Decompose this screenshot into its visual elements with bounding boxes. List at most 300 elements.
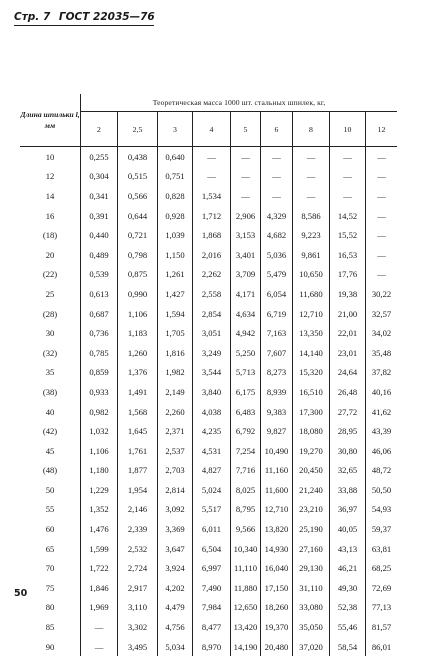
mass-cell: 4,329 [261,206,293,226]
mass-cell: 3,544 [193,363,231,383]
length-cell: 35 [20,363,81,383]
mass-cell: 0,391 [81,206,118,226]
mass-cell: 4,235 [193,421,231,441]
table-row [20,558,397,578]
page-header [14,11,144,29]
mass-cell: 3,249 [193,343,231,363]
length-cell: 16 [20,206,81,226]
mass-cell: 8,795 [231,500,261,520]
mass-cell: 46,06 [366,441,398,461]
length-cell: (22) [20,265,81,285]
mass-cell: 3,302 [118,617,158,637]
mass-cell: 11,110 [231,558,261,578]
mass-cell: 17,76 [330,265,366,285]
mass-cell: — [366,206,398,226]
mass-cell: 0,736 [81,323,118,343]
mass-cell: 6,792 [231,421,261,441]
mass-cell: 11,160 [261,461,293,481]
mass-cell: 2,814 [158,480,193,500]
mass-cell: 0,489 [81,245,118,265]
diameter-header: 2,5 [118,112,158,147]
length-cell: 45 [20,441,81,461]
mass-cell: 5,250 [231,343,261,363]
table-row [20,421,397,441]
mass-cell: 1,261 [158,265,193,285]
mass-cell: 37,020 [293,637,330,656]
mass-cell: 55,46 [330,617,366,637]
mass-cell: — [293,186,330,206]
length-header-line-2: мм [20,120,80,131]
table-row [20,323,397,343]
mass-cell: 2,146 [118,500,158,520]
mass-cell: 10,650 [293,265,330,285]
mass-cell: 14,52 [330,206,366,226]
mass-cell: 1,106 [81,441,118,461]
mass-cell: 0,440 [81,225,118,245]
mass-cell: 4,202 [158,578,193,598]
mass-cell: 26,48 [330,382,366,402]
table-row [20,343,397,363]
mass-cell: 5,479 [261,265,293,285]
mass-cell: 58,54 [330,637,366,656]
table-head [20,94,397,147]
mass-cell: 6,483 [231,402,261,422]
mass-cell: 49,30 [330,578,366,598]
mass-cell: 11,680 [293,284,330,304]
mass-cell: — [81,617,118,637]
mass-cell: — [293,167,330,187]
mass-cell: 1,712 [193,206,231,226]
mass-cell: 1,180 [81,461,118,481]
diameter-header: 4 [193,112,231,147]
table-row [20,637,397,656]
mass-cell: 1,427 [158,284,193,304]
mass-cell: — [366,167,398,187]
mass-cell: 29,130 [293,558,330,578]
mass-cell: 3,840 [193,382,231,402]
table-row [20,598,397,618]
mass-cell: 54,93 [366,500,398,520]
mass-cell: 9,223 [293,225,330,245]
mass-cell: 2,854 [193,304,231,324]
table-row [20,402,397,422]
length-cell: (28) [20,304,81,324]
mass-cell: 8,273 [261,363,293,383]
mass-cell: 23,01 [330,343,366,363]
mass-cell: 7,984 [193,598,231,618]
mass-cell: 3,401 [231,245,261,265]
mass-cell: 18,080 [293,421,330,441]
table-row [20,265,397,285]
mass-cell: 4,942 [231,323,261,343]
mass-cell: 9,827 [261,421,293,441]
table-row [20,617,397,637]
mass-cell: 14,930 [261,539,293,559]
mass-cell: 3,092 [158,500,193,520]
mass-cell: 0,255 [81,147,118,167]
mass-cell: — [366,265,398,285]
mass-cell: 5,034 [158,637,193,656]
page-reference: Стр. 7 [14,11,50,23]
table-body [20,147,397,656]
mass-cell: — [366,245,398,265]
mass-cell: 2,016 [193,245,231,265]
mass-cell: — [261,167,293,187]
mass-cell: 35,050 [293,617,330,637]
mass-cell: 8,939 [261,382,293,402]
mass-cell: 1,376 [118,363,158,383]
mass-cell: 2,917 [118,578,158,598]
mass-cell: 0,644 [118,206,158,226]
mass-cell: 3,110 [118,598,158,618]
length-cell: 85 [20,617,81,637]
mass-cell: 50,50 [366,480,398,500]
mass-cell: 1,476 [81,519,118,539]
mass-cell: 27,72 [330,402,366,422]
length-cell: 55 [20,500,81,520]
mass-cell: 1,846 [81,578,118,598]
standard-designation: ГОСТ 22035—76 [59,11,155,23]
mass-cell: 0,515 [118,167,158,187]
mass-cell: 4,756 [158,617,193,637]
mass-cell: — [293,147,330,167]
table-row [20,539,397,559]
table-row [20,480,397,500]
mass-cell: 0,933 [81,382,118,402]
table-row [20,304,397,324]
mass-cell: 0,640 [158,147,193,167]
length-cell: 20 [20,245,81,265]
diameter-header: 3 [158,112,193,147]
mass-cell: 4,634 [231,304,261,324]
mass-cell: 17,150 [261,578,293,598]
mass-cell: 33,88 [330,480,366,500]
mass-cell: — [330,167,366,187]
table-row [20,500,397,520]
mass-cell: 0,438 [118,147,158,167]
mass-cell: — [231,186,261,206]
mass-cell: 8,970 [193,637,231,656]
mass-cell: 10,490 [261,441,293,461]
mass-cell: 6,011 [193,519,231,539]
mass-cell: 2,906 [231,206,261,226]
table-row [20,382,397,402]
table-row [20,519,397,539]
mass-cell: 6,719 [261,304,293,324]
mass-cell: 86,01 [366,637,398,656]
mass-cell: 15,320 [293,363,330,383]
mass-cell: 1,150 [158,245,193,265]
table-row [20,578,397,598]
mass-cell: 3,924 [158,558,193,578]
mass-cell: 11,600 [261,480,293,500]
mass-cell: 1,816 [158,343,193,363]
mass-cell: 9,383 [261,402,293,422]
mass-cell: 14,140 [293,343,330,363]
mass-cell: 25,190 [293,519,330,539]
mass-cell: 3,369 [158,519,193,539]
length-cell: (18) [20,225,81,245]
mass-cell: 15,52 [330,225,366,245]
mass-cell: 1,982 [158,363,193,383]
mass-cell: 13,820 [261,519,293,539]
length-cell: 80 [20,598,81,618]
length-cell: (38) [20,382,81,402]
mass-cell: 19,270 [293,441,330,461]
mass-cell: 37,82 [366,363,398,383]
mass-cell: 5,036 [261,245,293,265]
diameter-header: 2 [81,112,118,147]
mass-cell: 1,705 [158,323,193,343]
mass-cell: 9,566 [231,519,261,539]
mass-cell: 16,040 [261,558,293,578]
mass-cell: 1,969 [81,598,118,618]
mass-cell: 1,877 [118,461,158,481]
mass-cell: 21,00 [330,304,366,324]
mass-cell: 1,599 [81,539,118,559]
mass-cell: 0,928 [158,206,193,226]
mass-cell: — [231,167,261,187]
table-row [20,284,397,304]
mass-cell: — [81,637,118,656]
mass-cell: 7,490 [193,578,231,598]
mass-cell: 4,827 [193,461,231,481]
mass-cell: 8,586 [293,206,330,226]
mass-cell: 5,024 [193,480,231,500]
mass-cell: 1,260 [118,343,158,363]
length-cell: 60 [20,519,81,539]
mass-cell: 2,339 [118,519,158,539]
mass-cell: 36,97 [330,500,366,520]
length-cell: 75 [20,578,81,598]
mass-cell: 7,607 [261,343,293,363]
mass-cell: 19,370 [261,617,293,637]
mass-cell: 2,371 [158,421,193,441]
length-cell: 14 [20,186,81,206]
table-row [20,147,397,167]
mass-cell: 4,682 [261,225,293,245]
mass-cell: — [193,167,231,187]
mass-cell: 77,13 [366,598,398,618]
length-cell: 70 [20,558,81,578]
mass-cell: 0,687 [81,304,118,324]
mass-cell: 72,69 [366,578,398,598]
length-cell: 25 [20,284,81,304]
mass-cell: 23,210 [293,500,330,520]
mass-cell: — [366,186,398,206]
mass-cell: 16,53 [330,245,366,265]
mass-cell: 7,254 [231,441,261,461]
mass-cell: 1,761 [118,441,158,461]
mass-cell: 7,163 [261,323,293,343]
table-row [20,206,397,226]
diameter-header: 6 [261,112,293,147]
mass-cell: 7,716 [231,461,261,481]
mass-cell: 6,175 [231,382,261,402]
mass-cell: 2,532 [118,539,158,559]
table-row [20,461,397,481]
mass-cell: 2,149 [158,382,193,402]
mass-cell: 1,954 [118,480,158,500]
mass-cell: 30,80 [330,441,366,461]
mass-cell: 9,861 [293,245,330,265]
mass-cell: 4,171 [231,284,261,304]
mass-cell: 1,868 [193,225,231,245]
mass-cell: 1,594 [158,304,193,324]
mass-cell: 0,539 [81,265,118,285]
length-cell: (32) [20,343,81,363]
mass-cell: — [193,147,231,167]
mass-cell: 3,153 [231,225,261,245]
length-column-header [20,94,81,147]
mass-cell: 8,025 [231,480,261,500]
mass-cell: 6,504 [193,539,231,559]
mass-cell: 2,703 [158,461,193,481]
mass-cell: 27,160 [293,539,330,559]
mass-cell: 1,568 [118,402,158,422]
mass-cell: 2,260 [158,402,193,422]
mass-cell: 32,65 [330,461,366,481]
mass-cell: 20,480 [261,637,293,656]
page-number: 50 [14,588,44,602]
mass-cell: 1,491 [118,382,158,402]
mass-cell: 1,534 [193,186,231,206]
mass-cell: 6,997 [193,558,231,578]
mass-cell: 43,39 [366,421,398,441]
mass-cell: 2,262 [193,265,231,285]
mass-cell: 0,566 [118,186,158,206]
mass-cell: 13,350 [293,323,330,343]
mass-cell: — [231,147,261,167]
mass-cell: 12,710 [293,304,330,324]
length-cell: 10 [20,147,81,167]
mass-cell: 41,62 [366,402,398,422]
mass-cell: 8,477 [193,617,231,637]
mass-cell: 81,57 [366,617,398,637]
mass-span-header: Теоретическая масса 1000 шт. стальных шпилек, кг, [81,94,398,112]
mass-cell: 0,613 [81,284,118,304]
mass-cell: 0,785 [81,343,118,363]
mass-cell: 16,510 [293,382,330,402]
mass-cell: 17,300 [293,402,330,422]
mass-cell: 20,450 [293,461,330,481]
diameter-header: 8 [293,112,330,147]
mass-cell: 33,080 [293,598,330,618]
mass-cell: 13,420 [231,617,261,637]
mass-cell: 12,710 [261,500,293,520]
mass-cell: 28,95 [330,421,366,441]
header-rule [14,25,154,26]
table-row [20,245,397,265]
mass-cell: 3,647 [158,539,193,559]
mass-cell: 2,558 [193,284,231,304]
mass-cell: 59,37 [366,519,398,539]
mass-cell: 0,304 [81,167,118,187]
mass-cell: 0,721 [118,225,158,245]
mass-cell: 48,72 [366,461,398,481]
diameter-header: 5 [231,112,261,147]
mass-cell: 0,859 [81,363,118,383]
mass-cell: 5,517 [193,500,231,520]
mass-cell: 40,05 [330,519,366,539]
mass-cell: 68,25 [366,558,398,578]
mass-cell: 63,81 [366,539,398,559]
mass-cell: — [330,186,366,206]
mass-cell: 31,110 [293,578,330,598]
table-row [20,363,397,383]
length-cell: 65 [20,539,81,559]
mass-cell: — [366,225,398,245]
mass-cell: 3,495 [118,637,158,656]
mass-cell: — [261,147,293,167]
length-cell: (42) [20,421,81,441]
length-cell: 50 [20,480,81,500]
mass-cell: 19,38 [330,284,366,304]
mass-cell: 4,479 [158,598,193,618]
mass-cell: 1,722 [81,558,118,578]
table-row [20,186,397,206]
mass-cell: 10,340 [231,539,261,559]
length-cell: 12 [20,167,81,187]
mass-table [20,94,397,656]
mass-cell: 1,183 [118,323,158,343]
mass-cell: 3,051 [193,323,231,343]
diameter-header: 10 [330,112,366,147]
mass-cell: 34,02 [366,323,398,343]
mass-cell: 1,352 [81,500,118,520]
mass-cell: 40,16 [366,382,398,402]
length-cell: (48) [20,461,81,481]
mass-cell: 4,531 [193,441,231,461]
mass-cell: 43,13 [330,539,366,559]
mass-cell: 12,650 [231,598,261,618]
mass-cell: 1,645 [118,421,158,441]
table-row [20,167,397,187]
diameter-header: 12 [366,112,398,147]
mass-cell: 0,341 [81,186,118,206]
mass-cell: 0,798 [118,245,158,265]
mass-cell: 35,48 [366,343,398,363]
mass-cell: 21,240 [293,480,330,500]
mass-cell: 0,751 [158,167,193,187]
mass-cell: 0,875 [118,265,158,285]
mass-cell: 32,57 [366,304,398,324]
mass-cell: 1,229 [81,480,118,500]
mass-cell: 22,01 [330,323,366,343]
mass-cell: 18,260 [261,598,293,618]
mass-cell: 11,880 [231,578,261,598]
mass-cell: 5,713 [231,363,261,383]
length-cell: 90 [20,637,81,656]
mass-cell: 52,38 [330,598,366,618]
table-row [20,441,397,461]
mass-cell: — [330,147,366,167]
mass-cell: 2,537 [158,441,193,461]
mass-cell: 24,64 [330,363,366,383]
mass-cell: 14,190 [231,637,261,656]
mass-cell: — [261,186,293,206]
mass-cell: 2,724 [118,558,158,578]
length-header-line-1: Длина шпильки l, [20,109,80,120]
length-cell: 30 [20,323,81,343]
mass-cell: 0,990 [118,284,158,304]
mass-cell: 1,106 [118,304,158,324]
mass-cell: 6,054 [261,284,293,304]
mass-cell: 3,709 [231,265,261,285]
table-row [20,225,397,245]
mass-cell: 0,982 [81,402,118,422]
mass-cell: 4,038 [193,402,231,422]
